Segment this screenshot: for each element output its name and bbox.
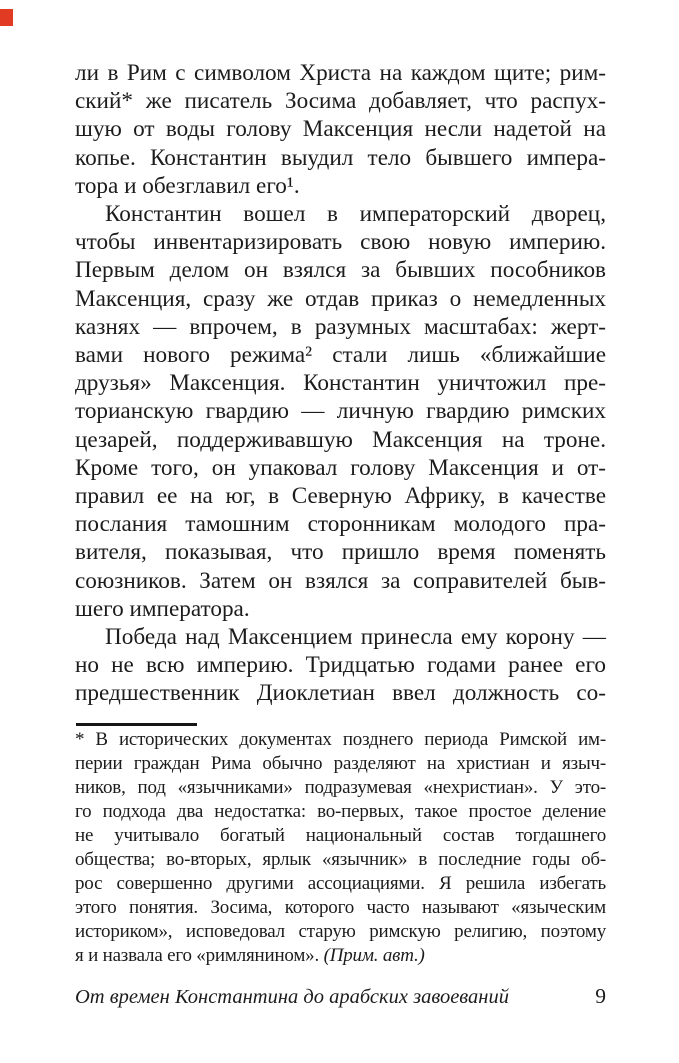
text-line: правил ее на юг, в Северную Африку, в качестве (75, 483, 606, 510)
text-line: тора и обезглавил его¹. (75, 172, 300, 199)
footnote-line: го подхода два недостатка: во-первых, такое простое деление (75, 801, 606, 822)
text-line: предшественник Диоклетиан ввел должность со- (75, 680, 606, 707)
footnote (75, 728, 606, 968)
footnote-line: ников, под «язычниками» подразумевая «нехристиан». У это- (75, 777, 606, 798)
text-line: Максенция, сразу же отдав приказ о немедленных (75, 285, 606, 312)
text-line: чтобы инвентаризировать свою новую империю. (75, 229, 606, 256)
text-line: союзников. Затем он взялся за соправителей быв- (75, 567, 606, 594)
footnote-line: не учитывало богатый национальный состав тогдашнего (75, 825, 606, 846)
footnote-lines (75, 728, 606, 944)
text-line: шего императора. (75, 595, 250, 622)
footnote-line: * В исторических документах позднего периода Римской им- (75, 729, 606, 750)
text-line: Победа над Максенцием принесла ему корону — (105, 624, 606, 651)
red-bookmark-marker (0, 9, 13, 26)
page-footer (75, 984, 606, 1009)
page-number: 9 (595, 984, 606, 1008)
text-line: но не всю империю. Тридцатью годами ранее его (75, 652, 606, 679)
text-line: вителя, показывая, что пришло время поменять (75, 539, 606, 566)
footnote-line: общества; во-вторых, ярлык «язычник» в последние годы об- (75, 849, 606, 870)
text-line: ли в Рим с символом Христа на каждом щите; рим- (75, 60, 606, 86)
text-line: послания тамошним сторонникам молодого пра- (75, 511, 606, 538)
paragraph (75, 200, 606, 623)
footnote-line: рос совершенно другими ассоциациями. Я решила избегать (75, 873, 606, 894)
running-title: От времен Константина до арабских завоеваний (75, 986, 509, 1008)
text-line: шую от воды голову Максенция несли надетой на (75, 116, 606, 143)
body-text (75, 59, 606, 708)
footnote-line: историком», исповедовал старую римскую религию, поэтому (75, 921, 606, 942)
text-line: цезарей, поддерживавшую Максенция на троне. (75, 426, 606, 453)
text-line: ский* же писатель Зосима добавляет, что распух- (75, 88, 606, 115)
paragraph (75, 623, 606, 708)
text-line: друзья» Максенция. Константин уничтожил пре- (75, 370, 606, 397)
footnote-line: этого понятия. Зосима, которого часто называют «языческим (75, 897, 606, 918)
footnote-last-line-text: я и назвала его «римлянином». (75, 945, 324, 966)
text-line: копье. Константин выудил тело бывшего импера- (75, 144, 606, 171)
paragraph (75, 59, 606, 200)
text-line: Кроме того, он упаковал голову Максенция и от- (75, 454, 606, 481)
text-line: казнях — впрочем, в разумных масштабах: жерт- (75, 313, 606, 340)
footnote-line: перии граждан Рима обычно разделяют на христиан и языч- (75, 753, 606, 774)
footnote-last-line (75, 944, 606, 968)
text-line: Первым делом он взялся за бывших пособников (75, 257, 606, 284)
footnote-divider-rule (76, 723, 197, 726)
text-line: Константин вошел в императорский дворец, (105, 201, 606, 228)
footnote-author-note: (Прим. авт.) (323, 945, 425, 966)
text-line: торианскую гвардию — личную гвардию римских (75, 398, 606, 425)
text-line: вами нового режима² стали лишь «ближайшие (75, 342, 606, 369)
